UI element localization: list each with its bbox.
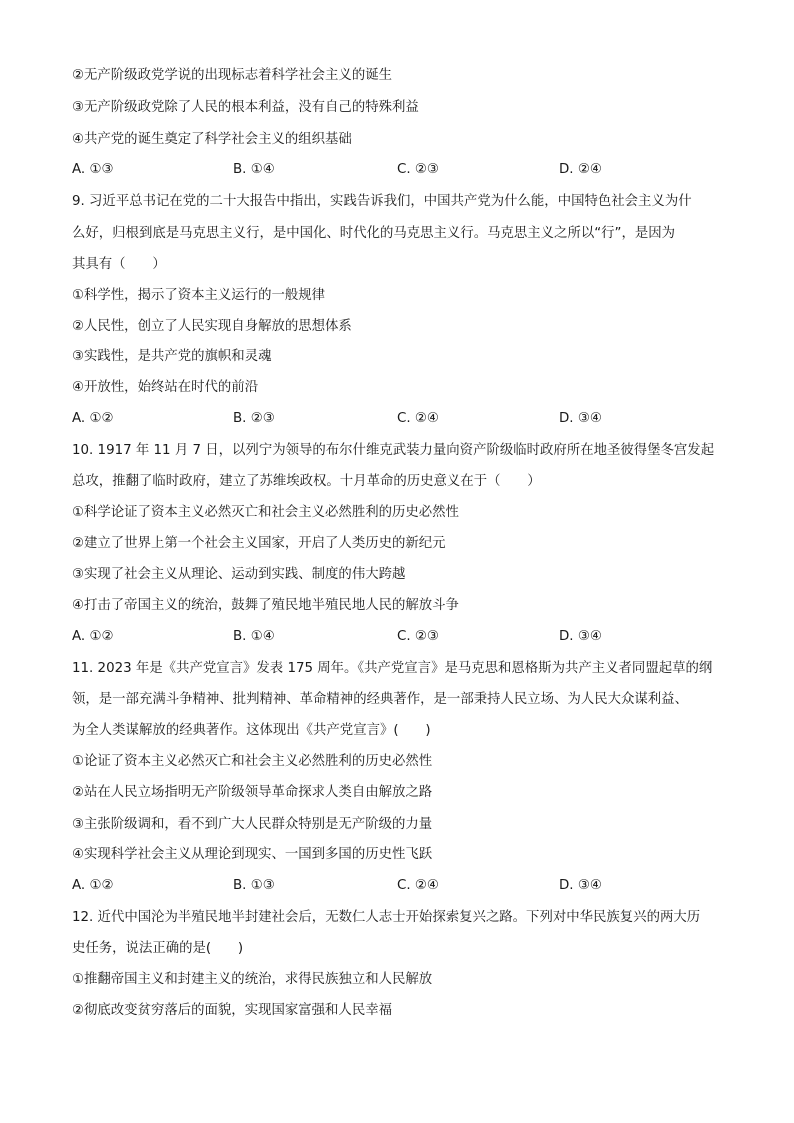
- q11-option-c: C. ②④: [397, 878, 439, 893]
- q11-option-a: A. ①②: [72, 878, 114, 893]
- q8-option-d: D. ②④: [559, 162, 602, 177]
- q9-item-1: ①科学性，揭示了资本主义运行的一般规律: [72, 288, 326, 303]
- q10-item-2: ②建立了世界上第一个社会主义国家，开启了人类历史的新纪元: [72, 536, 446, 551]
- q12-stem-line-1: 12. 近代中国沦为半殖民地半封建社会后，无数仁人志士开始探索复兴之路。下列对中华民族复兴的两大历: [72, 910, 701, 925]
- q9-stem-line-2: 么好，归根到底是马克思主义行，是中国化、时代化的马克思主义行。马克思主义之所以“行”，是因为: [72, 226, 676, 241]
- q11-stem-line-1: 11. 2023 年是《共产党宣言》发表 175 周年。《共产党宣言》是马克思和恩格斯为共产主义者同盟起草的纲: [72, 661, 713, 676]
- q9-option-c: C. ②④: [397, 411, 439, 426]
- q8-item-3: ③无产阶级政党除了人民的根本利益，没有自己的特殊利益: [72, 100, 419, 115]
- q10-item-1: ①科学论证了资本主义必然灭亡和社会主义必然胜利的历史必然性: [72, 505, 459, 520]
- q9-stem-line-1: 9. 习近平总书记在党的二十大报告中指出，实践告诉我们，中国共产党为什么能，中国特色社会主义为什: [72, 194, 692, 209]
- q12-item-2: ②彻底改变贫穷落后的面貌，实现国家富强和人民幸福: [72, 1003, 392, 1018]
- q11-item-3: ③主张阶级调和，看不到广大人民群众特别是无产阶级的力量: [72, 817, 433, 832]
- q10-option-d: D. ③④: [559, 629, 602, 644]
- q9-option-d: D. ③④: [559, 411, 602, 426]
- q9-item-4: ④开放性，始终站在时代的前沿: [72, 380, 259, 395]
- q12-item-1: ①推翻帝国主义和封建主义的统治，求得民族独立和人民解放: [72, 972, 433, 987]
- q11-item-4: ④实现科学社会主义从理论到现实、一国到多国的历史性飞跃: [72, 847, 433, 862]
- q9-item-3: ③实践性，是共产党的旗帜和灵魂: [72, 349, 272, 364]
- q10-item-3: ③实现了社会主义从理论、运动到实践、制度的伟大跨越: [72, 567, 406, 582]
- q10-option-a: A. ①②: [72, 629, 114, 644]
- q11-option-b: B. ①③: [233, 878, 275, 893]
- q9-item-2: ②人民性，创立了人民实现自身解放的思想体系: [72, 319, 352, 334]
- q8-option-a: A. ①③: [72, 162, 114, 177]
- q12-stem-line-2: 史任务，说法正确的是( ): [72, 941, 244, 956]
- q11-item-1: ①论证了资本主义必然灭亡和社会主义必然胜利的历史必然性: [72, 754, 433, 769]
- q10-item-4: ④打击了帝国主义的统治，鼓舞了殖民地半殖民地人民的解放斗争: [72, 598, 459, 613]
- q9-option-a: A. ①②: [72, 411, 114, 426]
- q11-option-d: D. ③④: [559, 878, 602, 893]
- q10-stem-line-1: 10. 1917 年 11 月 7 日，以列宁为领导的布尔什维克武装力量向资产阶级临时政府所在地圣彼得堡冬宫发起: [72, 443, 715, 458]
- q11-stem-line-3: 为全人类谋解放的经典著作。这体现出《共产党宣言》( ): [72, 723, 431, 738]
- q8-option-b: B. ①④: [233, 162, 275, 177]
- q10-option-c: C. ②③: [397, 629, 439, 644]
- q8-item-2: ②无产阶级政党学说的出现标志着科学社会主义的诞生: [72, 68, 392, 83]
- q9-option-b: B. ②③: [233, 411, 275, 426]
- q11-item-2: ②站在人民立场指明无产阶级领导革命探求人类自由解放之路: [72, 785, 433, 800]
- q11-stem-line-2: 领，是一部充满斗争精神、批判精神、革命精神的经典著作，是一部秉持人民立场、为人民大众谋利益、: [72, 692, 688, 707]
- q10-option-b: B. ①④: [233, 629, 275, 644]
- q8-option-c: C. ②③: [397, 162, 439, 177]
- q8-item-4: ④共产党的诞生奠定了科学社会主义的组织基础: [72, 132, 352, 147]
- q10-stem-line-2: 总攻，推翻了临时政府，建立了苏维埃政权。十月革命的历史意义在于（ ）: [72, 474, 541, 489]
- q9-stem-line-3: 其具有（ ）: [72, 257, 166, 272]
